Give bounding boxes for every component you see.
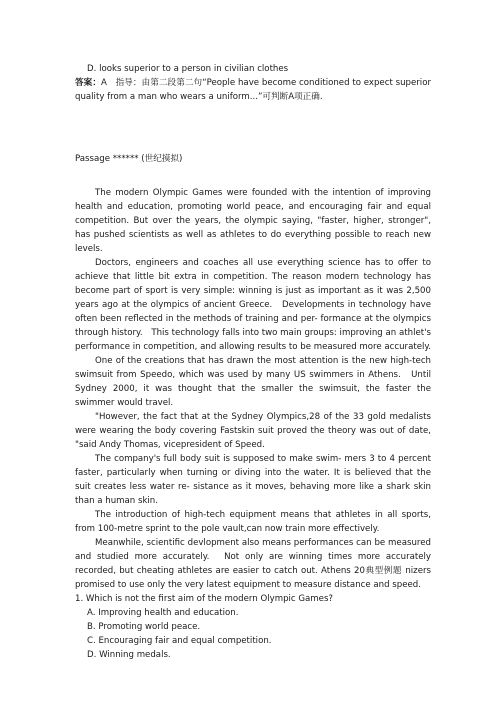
prev-answer — [75, 76, 431, 104]
answer-text: A 指导：由第二段第二句“People have become conditioned to expect superior quality from a man who wears a uniform...”可判断A项正确. — [75, 78, 431, 102]
prev-option-d: D. looks superior to a person in civilian clothes — [87, 64, 289, 74]
passage-title: Passage ****** (世纪摸拟) — [75, 154, 183, 164]
question-option-d: D. Winning medals. — [87, 650, 171, 660]
question-option-a: A. Improving health and education. — [87, 608, 239, 618]
passage-paragraph: The company's full body suit is supposed to make swim- mers 3 to 4 percent faster, particularly when turning or diving into the water. It is believed that the suit creates less water re- sistance as it moves, behaving more like a shark skin than a human skin. — [75, 454, 431, 506]
passage-paragraph: Meanwhile, scientific devlopment also means performances can be measured and studied more accurately. Not only are winning times more accurately recorded, but cheating athletes are easier to catch out. Athens 20典型例题 nizers promised to use only the very latest equipment to measure distance and speed. — [75, 538, 431, 590]
passage-paragraph: The modern Olympic Games were founded with the intention of improving health and education, promoting world peace, and encouraging fair and equal competition. But over the years, the olympic saying, "faster, higher, stronger", has pushed scientists as well as athletes to do everything possible to reach new levels. — [75, 188, 431, 254]
question-stem: 1. Which is not the first aim of the modern Olympic Games? — [75, 594, 333, 604]
passage-paragraph: One of the creations that has drawn the most attention is the new high-tech swimsuit from Speedo, which was used by many US swimmers in Athens. Until Sydney 2000, it was thought that the smaller the swimsuit, the faster the swimmer would travel. — [75, 356, 431, 408]
passage-paragraph: The introduction of high-tech equipment means that athletes in all sports, from 100-metre sprint to the pole vault,can now train more effectively. — [75, 510, 431, 534]
question-option-b: B. Promoting world peace. — [87, 622, 201, 632]
answer-label: 答案： — [75, 78, 101, 88]
passage-paragraph: Doctors, engineers and coaches all use everything science has to offer to achieve that little bit extra in competition. The reason modern technology has become part of sport is very simple: winning is just as important as it was 2,500 years ago at the olympics of ancient Greece. Developments in technology have often been reflected in the methods of training and per- formance at the olympics through history. This technology falls into two main groups: improving an athlet's performance in competition, and allowing results to be measured more accurately. — [75, 258, 431, 352]
document-body — [75, 62, 431, 662]
passage-paragraph: "However, the fact that at the Sydney Olympics,28 of the 33 gold medalists were wearing the body covering Fastskin suit proved the theory was out of date, "said Andy Thomas, vicepresident of Speed. — [75, 412, 431, 450]
question-option-c: C. Encouraging fair and equal competition. — [87, 636, 272, 646]
